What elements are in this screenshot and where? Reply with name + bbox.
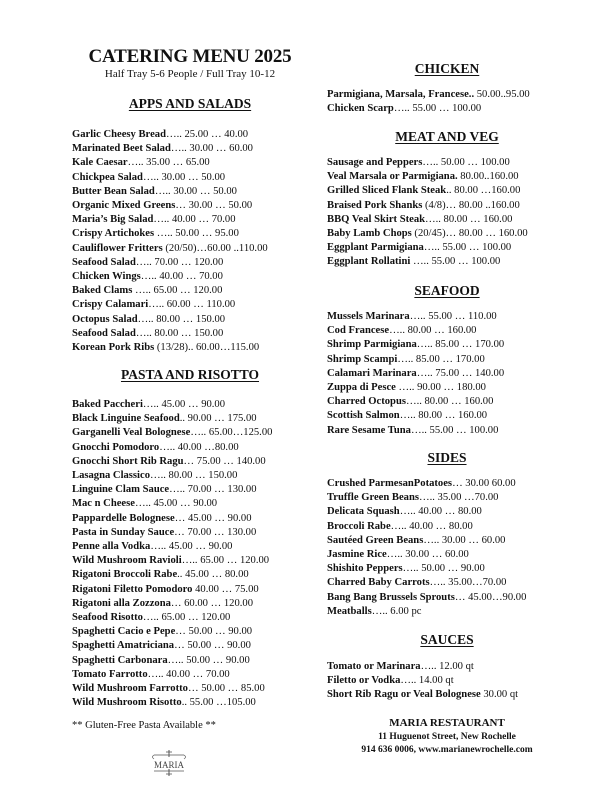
- menu-item-name: Seafood Salad: [72, 256, 136, 268]
- menu-item-price: … 75.00 … 140.00: [183, 455, 266, 467]
- menu-item-name: Spaghetti Carbonara: [72, 654, 168, 666]
- menu-item: [327, 660, 567, 674]
- restaurant-name: MARIA RESTAURANT: [389, 717, 505, 729]
- menu-item-price: ….. 65.00…125.00: [190, 427, 273, 439]
- menu-item: [72, 199, 308, 213]
- menu-item: [327, 491, 567, 505]
- menu-item-name: Crispy Artichokes: [72, 228, 155, 240]
- menu-item-price: … 45.00…90.00: [454, 591, 527, 603]
- menu-item-name: Wild Mushroom Ravioli: [72, 555, 182, 567]
- menu-item: [327, 199, 567, 213]
- menu-item-price: ….. 85.00 … 170.00: [397, 353, 485, 365]
- menu-item: [327, 688, 567, 702]
- chicken-list: [327, 88, 567, 116]
- menu-item-name: BBQ Veal Skirt Steak: [327, 213, 426, 225]
- menu-item: [72, 298, 308, 312]
- menu-item: [72, 256, 308, 270]
- menu-item: [327, 605, 567, 619]
- section-title-sauces: SAUCES: [420, 632, 474, 647]
- menu-item-name: Organic Mixed Greens: [72, 200, 176, 212]
- menu-item-price: ….. 65.00 … 120.00: [142, 612, 231, 624]
- menu-item: [72, 483, 308, 497]
- menu-item: [327, 88, 567, 102]
- restaurant-contact: 914 636 0006, www.marianewrochelle.com: [361, 745, 533, 755]
- section-title-apps: APPS AND SALADS: [128, 96, 252, 111]
- menu-item-name: Maria’s Big Salad: [72, 214, 154, 226]
- menu-item-name: Scottish Salmon: [327, 410, 400, 422]
- menu-item-name: Pasta in Sunday Sauce: [72, 526, 175, 538]
- menu-item-price: .. 45.00 … 80.00: [177, 569, 249, 581]
- menu-item: [327, 520, 567, 534]
- menu-item: [72, 568, 308, 582]
- menu-item-price: ….. 55.00 … 100.00: [393, 103, 482, 115]
- menu-item-price: ….. 6.00 pc: [371, 605, 422, 617]
- menu-item-name: Meatballs: [327, 605, 372, 617]
- menu-item-price: ….. 55.00 … 100.00: [410, 424, 499, 436]
- menu-item: [72, 213, 308, 227]
- menu-item-name: Chickpea Salad: [72, 171, 143, 183]
- section-title-pasta: PASTA AND RISOTTO: [120, 367, 260, 382]
- menu-item-name: Chicken Wings: [72, 271, 141, 283]
- menu-item-price: ….. 40.00 … 70.00: [140, 271, 223, 283]
- menu-item: [327, 338, 567, 352]
- gluten-free-note: ** Gluten-Free Pasta Available **: [72, 720, 216, 731]
- menu-item-name: Baked Clams: [72, 285, 133, 297]
- menu-item-price: ….. 12.00 qt: [420, 661, 474, 672]
- menu-item: [327, 184, 567, 198]
- menu-item-name: Baby Lamb Chops: [327, 228, 412, 240]
- menu-item: [327, 477, 567, 491]
- sides-list: [327, 477, 567, 619]
- menu-item-name: Delicata Squash: [327, 506, 400, 518]
- menu-item: [72, 696, 308, 710]
- menu-item-price: 50.00..95.00: [474, 89, 530, 100]
- menu-item: [327, 674, 567, 688]
- menu-item: [72, 185, 308, 199]
- menu-item-price: (20/45)… 80.00 … 160.00: [411, 228, 528, 240]
- menu-item-name: Cauliflower Fritters: [72, 242, 163, 254]
- menu-item-price: 80.00..160.00: [457, 171, 519, 183]
- sauces-list: [327, 660, 567, 703]
- menu-item-price: ….. 50.00 … 100.00: [422, 157, 510, 168]
- menu-item-price: (20/50)…60.00 ..110.00: [162, 242, 268, 254]
- menu-item-name: Gnocchi Pomodoro: [72, 441, 160, 453]
- menu-item-name: Parmigiana, Marsala, Francese..: [327, 89, 475, 100]
- menu-item: [72, 583, 308, 597]
- menu-item-name: Grilled Sliced Flank Steak: [327, 185, 447, 197]
- menu-item: [327, 241, 567, 255]
- menu-item: [72, 171, 308, 185]
- menu-item-price: (13/28).. 60.00…115.00: [154, 342, 260, 354]
- menu-item: [327, 353, 567, 367]
- menu-item: [72, 341, 308, 355]
- menu-item-price: ….. 70.00 … 120.00: [135, 256, 224, 268]
- menu-item: [72, 540, 308, 554]
- menu-item-name: Lasagna Classico: [72, 470, 150, 482]
- menu-item: [72, 426, 308, 440]
- menu-item: [327, 367, 567, 381]
- menu-item-name: Charred Baby Carrots: [327, 577, 430, 589]
- menu-item-price: … 30.00 60.00: [452, 478, 516, 489]
- menu-item: [72, 242, 308, 256]
- menu-item-price: .. 55.00 …105.00: [181, 697, 256, 709]
- menu-item-name: Gnocchi Short Rib Ragu: [72, 455, 184, 467]
- menu-item-price: ….. 80.00 … 150.00: [137, 313, 226, 325]
- menu-item-name: Garganelli Veal Bolognese: [72, 427, 191, 439]
- menu-item-price: ….. 35.00 … 65.00: [127, 157, 210, 169]
- section-title-sides: SIDES: [427, 450, 467, 465]
- menu-item: [327, 381, 567, 395]
- menu-item-price: ….. 45.00 … 90.00: [142, 399, 226, 410]
- menu-item-price: ….. 50.00 … 95.00: [154, 228, 239, 240]
- restaurant-address: 11 Huguenot Street, New Rochelle: [378, 732, 516, 742]
- menu-item: [72, 597, 308, 611]
- menu-item-price: 30.00 qt: [480, 689, 519, 701]
- menu-item-price: ….. 40.00 … 80.00: [390, 520, 473, 532]
- menu-item-price: ….. 40.00 … 80.00: [399, 506, 482, 518]
- menu-item-name: Veal Marsala or Parmigiana.: [327, 171, 458, 183]
- menu-item-price: ….. 55.00 … 110.00: [409, 311, 497, 322]
- menu-item-price: ….. 75.00 … 140.00: [416, 367, 505, 379]
- menu-item-price: ….. 35.00…70.00: [429, 577, 507, 589]
- menu-item-price: ….. 14.00 qt: [400, 675, 454, 687]
- menu-item-name: Crushed ParmesanPotatoes: [327, 478, 453, 489]
- menu-item-name: Broccoli Rabe: [327, 520, 391, 532]
- menu-item-name: Rigatoni alla Zozzona: [72, 597, 171, 609]
- menu-item-price: ….. 40.00 … 70.00: [147, 668, 230, 680]
- menu-item: [327, 505, 567, 519]
- menu-item-name: Marinated Beet Salad: [72, 143, 171, 155]
- menu-item: [327, 156, 567, 170]
- menu-item-price: ….. 45.00 … 90.00: [134, 498, 218, 510]
- menu-item-name: Spaghetti Amatriciana: [72, 640, 175, 652]
- menu-title: CATERING MENU 2025: [88, 46, 292, 67]
- menu-item-price: ….. 30.00 … 60.00: [423, 534, 506, 546]
- menu-item: [327, 227, 567, 241]
- menu-item: [327, 562, 567, 576]
- menu-item-price: ….. 55.00 … 100.00: [410, 256, 501, 268]
- menu-item-price: ….. 65.00 … 120.00: [132, 285, 223, 297]
- menu-item-name: Chicken Scarp: [327, 103, 394, 115]
- menu-item: [327, 409, 567, 423]
- menu-item-price: ….. 30.00 … 50.00: [142, 171, 226, 183]
- menu-item-price: ….. 80.00 … 160.00: [405, 396, 494, 408]
- menu-item-name: Black Linguine Seafood: [72, 413, 180, 425]
- menu-item-price: … 50.00 … 85.00: [187, 683, 265, 695]
- menu-item-price: ….. 70.00 … 130.00: [169, 484, 257, 496]
- menu-item-price: ….. 80.00 … 160.00: [399, 410, 488, 422]
- menu-item: [72, 639, 308, 653]
- menu-item-price: ….. 40.00 … 70.00: [153, 214, 236, 226]
- menu-item-price: ….. 65.00 … 120.00: [181, 555, 270, 567]
- meat-list: [327, 156, 567, 270]
- menu-item-name: Kale Caesar: [72, 157, 128, 169]
- menu-item-price: .. 80.00 …160.00: [446, 185, 521, 197]
- menu-item-price: ….. 45.00 … 90.00: [150, 541, 233, 553]
- menu-item: [327, 548, 567, 562]
- menu-item-name: Shrimp Parmigiana: [327, 339, 417, 351]
- menu-subtitle: Half Tray 5-6 People / Full Tray 10-12: [104, 68, 276, 80]
- menu-item-name: Crispy Calamari: [72, 299, 149, 311]
- menu-item-price: (4/8)… 80.00 ..160.00: [422, 199, 520, 211]
- menu-item-name: Butter Bean Salad: [72, 185, 155, 197]
- menu-item: [327, 324, 567, 338]
- menu-item-name: Filetto or Vodka: [327, 675, 401, 687]
- menu-item-price: ….. 35.00 …70.00: [419, 492, 499, 504]
- menu-item-price: ….. 55.00 … 100.00: [423, 242, 512, 254]
- menu-item-name: Zuppa di Pesce: [327, 382, 396, 394]
- menu-item-name: Bang Bang Brussels Sprouts: [327, 591, 455, 603]
- menu-item-name: Mussels Marinara: [327, 311, 410, 322]
- apps-list: [72, 128, 308, 355]
- menu-item: [327, 170, 567, 184]
- menu-item-name: Penne alla Vodka: [72, 541, 151, 553]
- menu-item-name: Seafood Risotto: [72, 612, 143, 624]
- section-title-meat: MEAT AND VEG: [395, 129, 499, 144]
- menu-item: [72, 469, 308, 483]
- menu-item-name: Short Rib Ragu or Veal Bolognese: [327, 689, 481, 701]
- menu-item-name: Sautéed Green Beans: [327, 534, 424, 546]
- menu-item: [72, 398, 308, 412]
- menu-item-name: Truffle Green Beans: [327, 492, 419, 504]
- menu-item-price: ….. 80.00 … 150.00: [150, 470, 238, 482]
- menu-item: [72, 554, 308, 568]
- menu-item: [327, 576, 567, 590]
- menu-item-name: Cod Francese: [327, 325, 390, 337]
- menu-item-price: ….. 80.00 … 150.00: [135, 327, 224, 339]
- menu-item-price: … 60.00 … 120.00: [170, 597, 253, 609]
- menu-item-name: Baked Paccheri: [72, 399, 143, 410]
- menu-item-name: Linguine Clam Sauce: [72, 484, 170, 496]
- menu-item-name: Tomato or Marinara: [327, 661, 421, 672]
- menu-item: [72, 668, 308, 682]
- menu-item-name: Seafood Salad: [72, 327, 136, 339]
- menu-item: [72, 142, 308, 156]
- menu-item-name: Tomato Farrotto: [72, 668, 148, 680]
- menu-item: [72, 128, 308, 142]
- menu-item-name: Eggplant Parmigiana: [327, 242, 424, 254]
- menu-item: [72, 327, 308, 341]
- menu-item: [327, 395, 567, 409]
- menu-item-price: ….. 80.00 … 160.00: [389, 325, 477, 337]
- menu-item: [72, 156, 308, 170]
- menu-item: [72, 625, 308, 639]
- menu-item-name: Rigatoni Broccoli Rabe: [72, 569, 178, 581]
- menu-item: [327, 534, 567, 548]
- logo-text: MARIA: [153, 760, 185, 770]
- menu-item-price: ….. 40.00 …80.00: [159, 441, 239, 453]
- menu-item-price: ….. 85.00 … 170.00: [416, 339, 505, 351]
- menu-item: [327, 255, 567, 269]
- section-title-chicken: CHICKEN: [414, 61, 480, 76]
- menu-item-name: Charred Octopus: [327, 396, 406, 408]
- menu-item-price: ….. 25.00 … 40.00: [165, 129, 249, 140]
- menu-item-name: Calamari Marinara: [327, 367, 417, 379]
- menu-item-name: Octopus Salad: [72, 313, 138, 325]
- menu-item-name: Rare Sesame Tuna: [327, 424, 411, 436]
- menu-item-price: ….. 30.00 … 60.00: [386, 549, 469, 561]
- menu-item-price: ….. 30.00 … 50.00: [154, 185, 237, 197]
- menu-item-name: Jasmine Rice: [327, 549, 387, 561]
- maria-logo: [148, 748, 190, 778]
- menu-item-name: Shrimp Scampi: [327, 353, 398, 365]
- menu-item-price: ….. 30.00 … 60.00: [170, 143, 253, 155]
- menu-item: [72, 227, 308, 241]
- menu-item: [72, 455, 308, 469]
- menu-item-price: … 70.00 … 130.00: [174, 526, 257, 538]
- menu-item-price: ….. 90.00 … 180.00: [395, 382, 486, 394]
- menu-item-price: … 50.00 … 90.00: [175, 626, 253, 638]
- menu-item-price: … 30.00 … 50.00: [175, 200, 253, 212]
- menu-item: [72, 497, 308, 511]
- menu-item: [72, 284, 308, 298]
- menu-item-price: .. 90.00 … 175.00: [179, 413, 257, 425]
- menu-item-price: ….. 80.00 … 160.00: [425, 213, 513, 225]
- pasta-list: [72, 398, 308, 710]
- menu-item-name: Garlic Cheesy Bread: [72, 129, 166, 140]
- menu-item: [327, 424, 567, 438]
- menu-item: [72, 526, 308, 540]
- menu-item: [72, 441, 308, 455]
- menu-item: [72, 270, 308, 284]
- menu-item-name: Korean Pork Ribs: [72, 342, 155, 354]
- menu-item-name: Braised Pork Shanks: [327, 199, 423, 211]
- menu-item-price: ….. 60.00 … 110.00: [148, 299, 236, 311]
- menu-item: [72, 654, 308, 668]
- menu-item-name: Mac n Cheese: [72, 498, 135, 510]
- menu-item: [72, 682, 308, 696]
- menu-item-name: Spaghetti Cacio e Pepe: [72, 626, 176, 638]
- menu-item-name: Rigatoni Filetto Pomodoro: [72, 583, 193, 595]
- menu-item: [72, 313, 308, 327]
- menu-item-price: … 45.00 … 90.00: [174, 512, 252, 524]
- menu-item-price: ….. 50.00 … 90.00: [402, 563, 485, 575]
- menu-item-name: Eggplant Rollatini: [327, 256, 411, 268]
- menu-item-name: Wild Mushroom Risotto: [72, 697, 182, 709]
- menu-item: [72, 512, 308, 526]
- menu-item: [327, 310, 567, 324]
- menu-item-price: 40.00 … 75.00: [192, 583, 259, 595]
- menu-item-name: Sausage and Peppers: [327, 157, 423, 168]
- menu-item: [327, 591, 567, 605]
- menu-item-name: Pappardelle Bolognese: [72, 512, 175, 524]
- section-title-seafood: SEAFOOD: [414, 283, 480, 298]
- menu-item: [327, 213, 567, 227]
- menu-item-name: Wild Mushroom Farrotto: [72, 683, 188, 695]
- menu-item: [327, 102, 567, 116]
- menu-item-price: ….. 50.00 … 90.00: [167, 654, 250, 666]
- menu-item: [72, 611, 308, 625]
- seafood-list: [327, 310, 567, 438]
- menu-item: [72, 412, 308, 426]
- menu-item-price: … 50.00 … 90.00: [174, 640, 251, 652]
- menu-item-name: Shishito Peppers: [327, 563, 403, 575]
